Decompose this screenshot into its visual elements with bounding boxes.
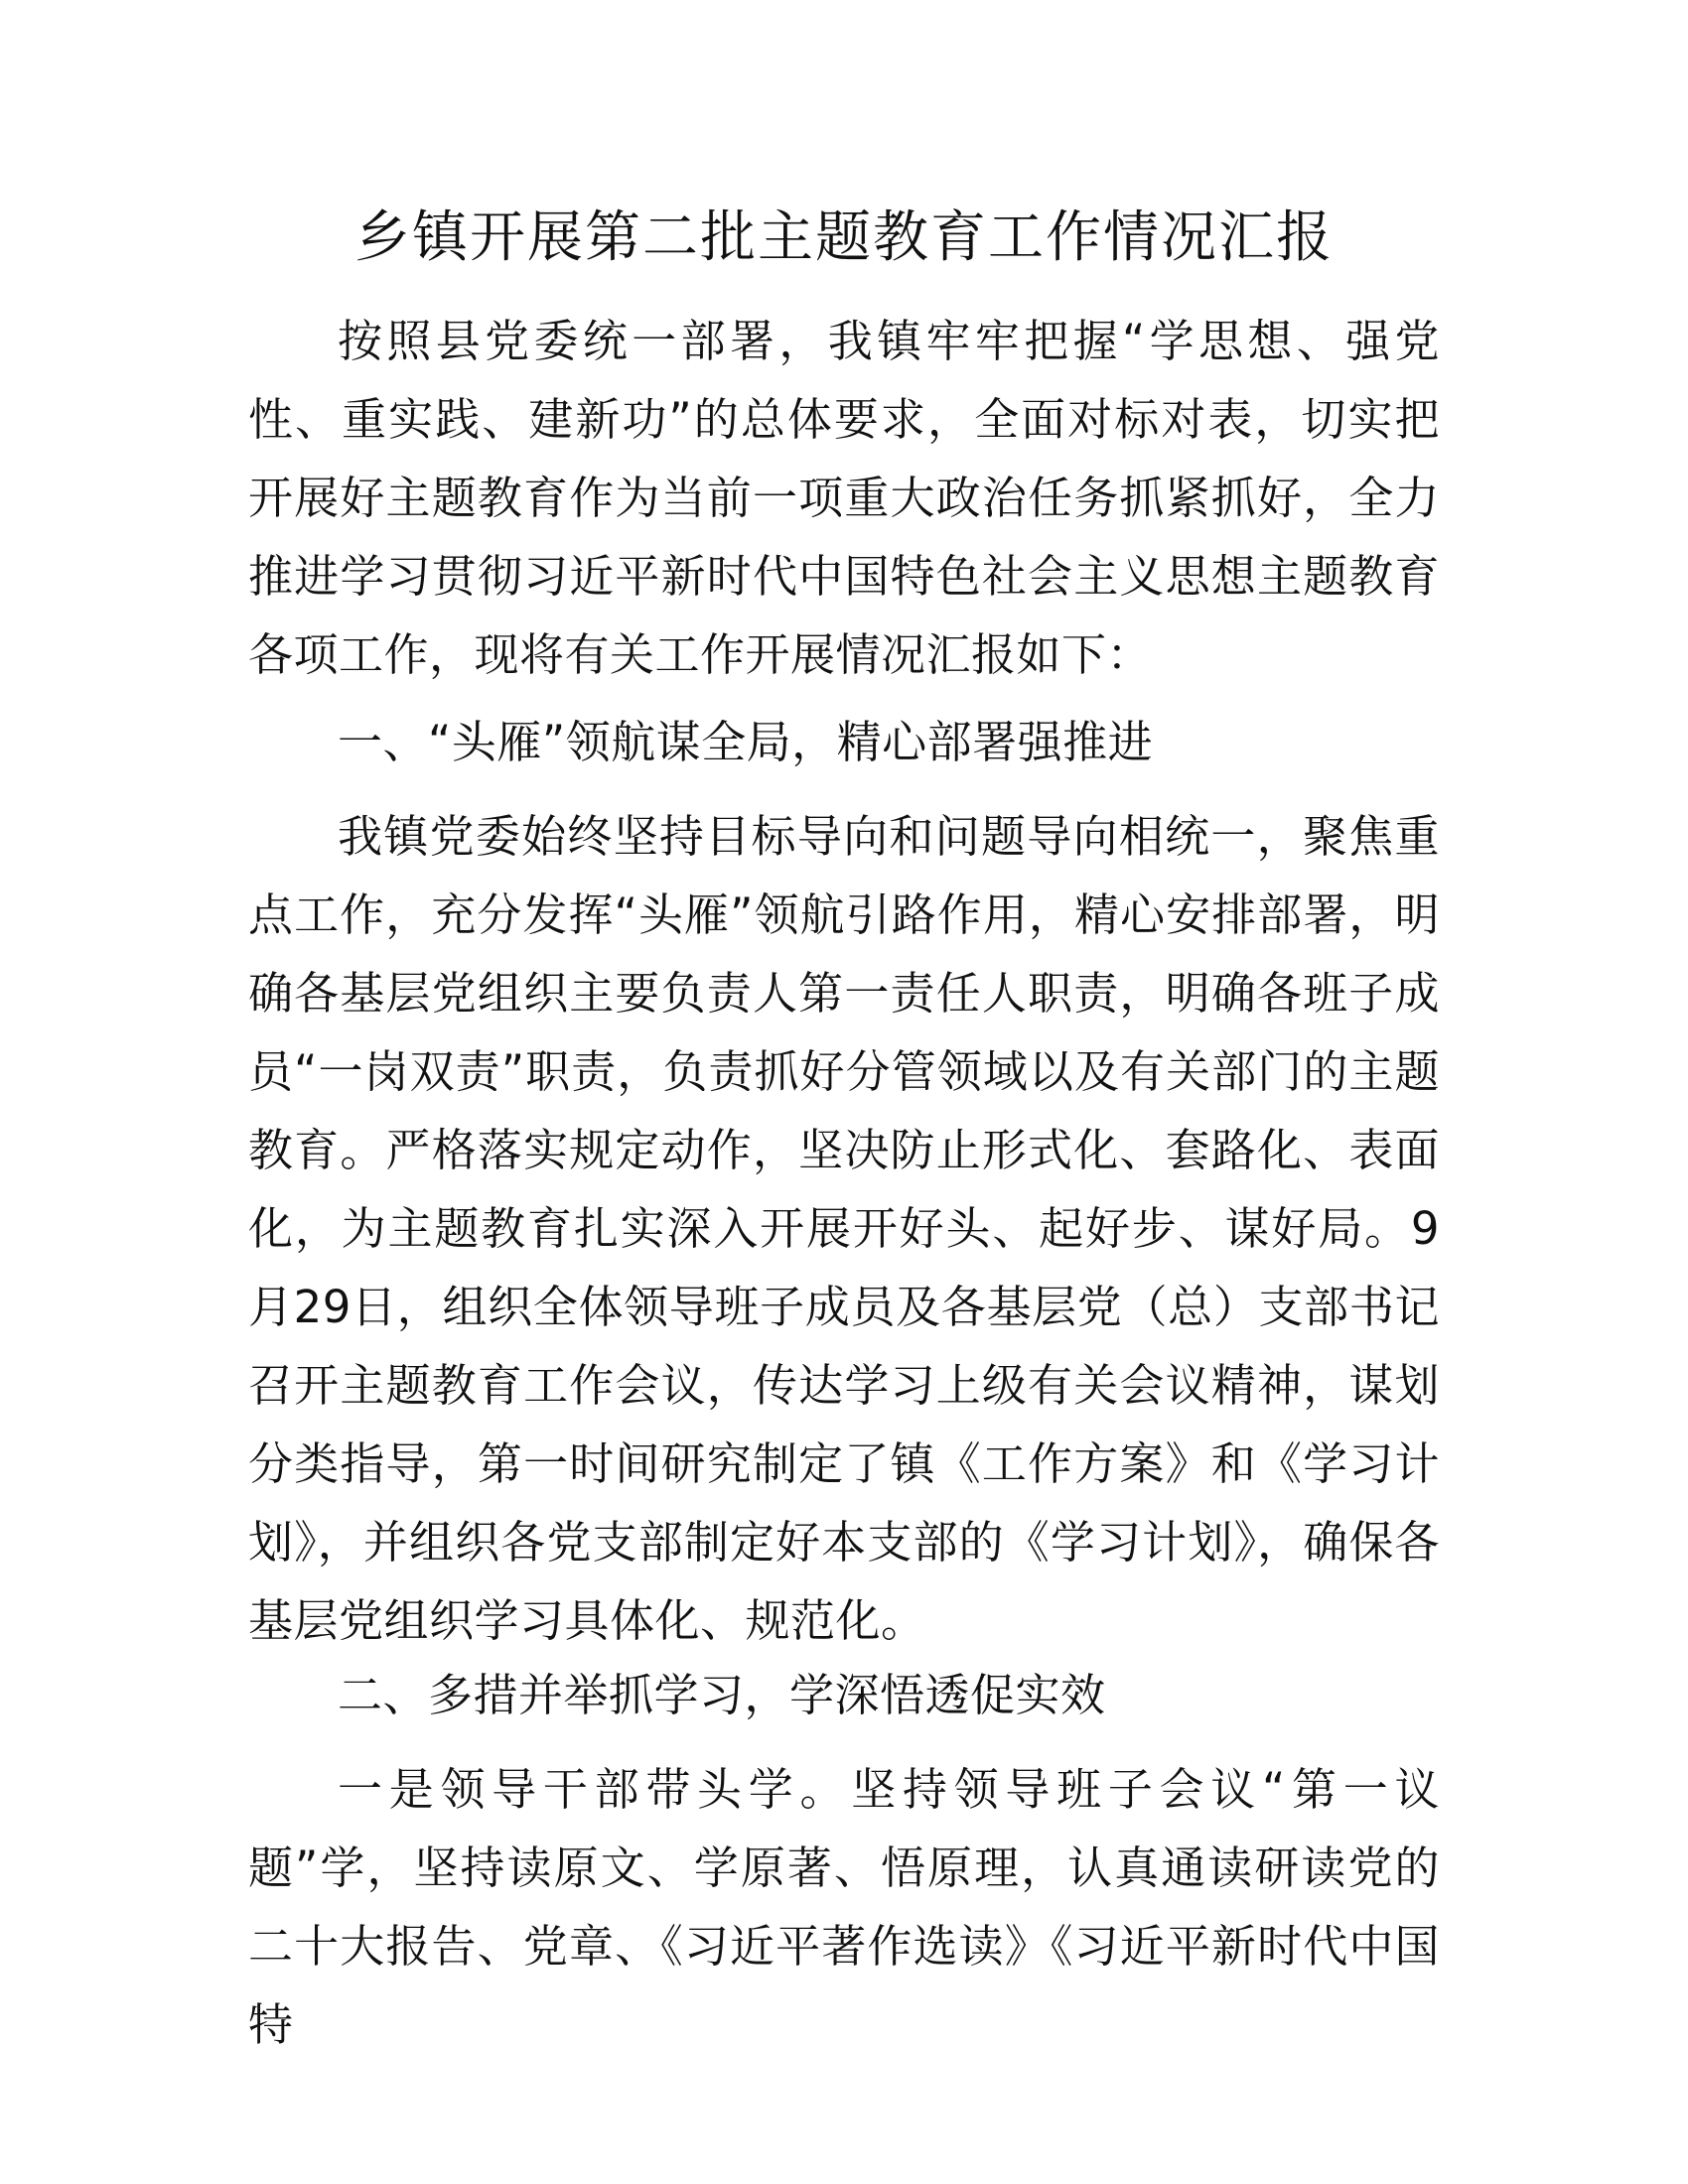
section-paragraph-1: 我镇党委始终坚持目标导向和问题导向相统一，聚焦重点工作，充分发挥“头雁”领航引路作用，精心安排部署，明确各基层党组织主要负责人第一责任人职责，明确各班子成员“一岗双责”职责，负责抓好分管领域以及有关部门的主题教育。严格落实规定动作，坚决防止形式化、套路化、表面化，为主题教育扎实深入开展开好头、起好步、谋好局。9月29日，组织全体领导班子成员及各基层党（总）支部书记召开主题教育工作会议，传达学习上级有关会议精神，谋划分类指导，第一时间研究制定了镇《工作方案》和《学习计划》，并组织各党支部制定好本支部的《学习计划》，确保各基层党组织学习具体化、规范化。 (248, 810, 1440, 1647)
document-title: 乡镇开展第二批主题教育工作情况汇报 (354, 205, 1334, 270)
intro-paragraph: 按照县党委统一部署，我镇牢牢把握“学思想、强党性、重实践、建新功”的总体要求，全面对标对表，切实把开展好主题教育作为当前一项重大政治任务抓紧抓好，全力推进学习贯彻习近平新时代中国特色社会主义思想主题教育各项工作，现将有关工作开展情况汇报如下： (248, 315, 1440, 681)
section-heading-2: 二、多措并举抓学习，学深悟透促实效 (338, 1669, 1106, 1721)
section-paragraph-2: 一是领导干部带头学。坚持领导班子会议“第一议题”学，坚持读原文、学原著、悟原理，认真通读研读党的二十大报告、党章、《习近平著作选读》《习近平新时代中国特 (248, 1763, 1440, 2051)
section-heading-1: 一、“头雁”领航谋全局，精心部署强推进 (338, 716, 1154, 768)
